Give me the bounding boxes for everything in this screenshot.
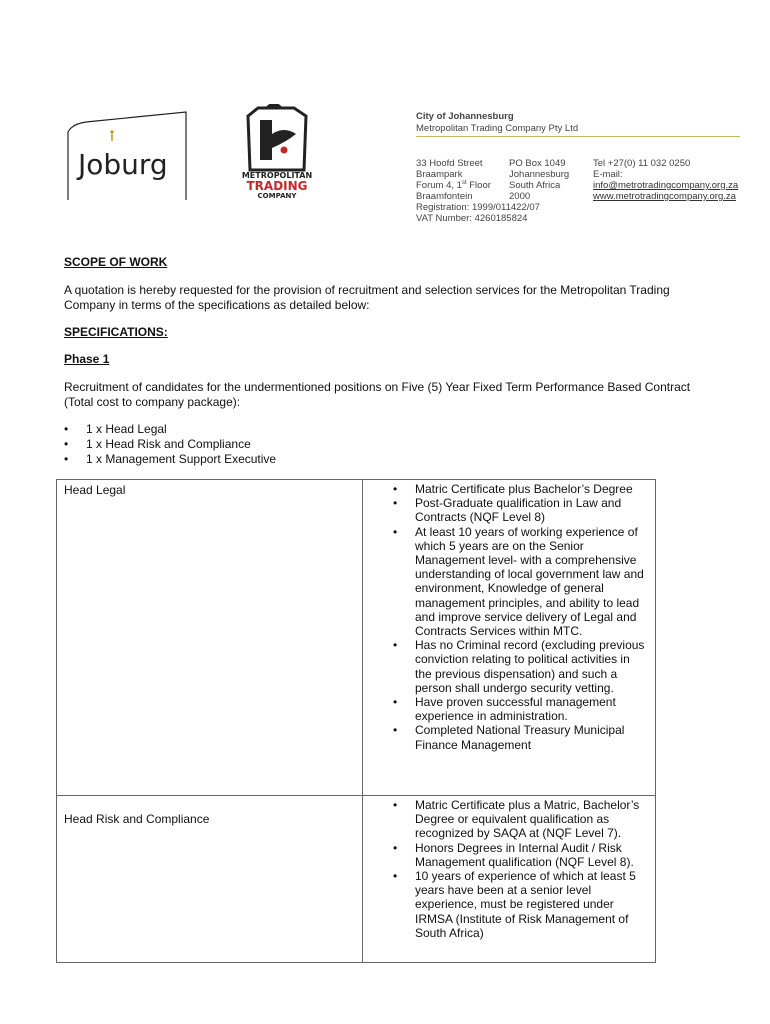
phase-1-intro: Recruitment of candidates for the undermentioned positions on Five (5) Year Fixed Term Performance Based Contract (Total cost to company package):: [64, 380, 691, 409]
email-link[interactable]: info@metrotradingcompany.org.za: [593, 180, 739, 191]
list-item: • Post-Graduate qualification in Law and Contracts (NQF Level 8): [393, 496, 649, 524]
list-item: • 1 x Head Risk and Compliance: [64, 437, 276, 452]
positions-list: [64, 422, 276, 467]
role-cell: Head Legal: [57, 480, 363, 796]
postal-city: Johannesburg: [509, 169, 570, 180]
list-item: • Completed National Treasury Municipal Finance Management: [393, 723, 649, 751]
scope-of-work-heading: SCOPE OF WORK: [64, 255, 168, 269]
letterhead-street-address: [416, 158, 491, 202]
list-item: • 1 x Management Support Executive: [64, 452, 276, 467]
list-item: • Has no Criminal record (excluding previous conviction relating to political activities in the previous dispensation) and such a person shall undergo security vetting.: [393, 638, 649, 695]
address-floor: Forum 4, 1st Floor: [416, 179, 491, 191]
letterhead-postal-address: [509, 158, 569, 202]
website-link[interactable]: www.metrotradingcompany.org.za: [593, 191, 736, 202]
table-row: [57, 796, 656, 963]
postal-code: 2000: [509, 191, 531, 202]
letterhead-contact: [593, 158, 738, 202]
mtc-line1: METROPOLITAN: [241, 171, 313, 180]
contact-email-label: E-mail:: [593, 169, 623, 180]
vat-number: VAT Number: 4260185824: [416, 213, 528, 224]
requirements-list: [371, 798, 649, 940]
list-item: • Matric Certificate plus Bachelor’s Degree: [393, 482, 649, 496]
letterhead-registration-block: [416, 202, 540, 224]
list-item: • 1 x Head Legal: [64, 422, 276, 437]
address-area: Braamfontein: [416, 191, 473, 202]
mtc-line3: COMPANY: [257, 192, 297, 198]
registration-number: Registration: 1999/011422/07: [416, 202, 540, 213]
requirements-cell: [363, 796, 656, 963]
role-cell: Head Risk and Compliance: [57, 796, 363, 963]
postal-country: South Africa: [509, 180, 561, 191]
metropolitan-trading-logo: [240, 104, 314, 198]
letterhead-divider: [416, 136, 740, 137]
list-item: • Honors Degrees in Internal Audit / Risk Management qualification (NQF Level 8).: [393, 841, 649, 869]
specifications-heading: SPECIFICATIONS:: [64, 325, 168, 339]
address-street: 33 Hoofd Street: [416, 158, 483, 169]
joburg-logo: [62, 110, 190, 202]
letterhead-city: City of Johannesburg: [416, 111, 514, 122]
list-item: • 10 years of experience of which at least 5 years have been at a senior level experience, must be registered under IRMSA (Institute of Risk Management of South Africa): [393, 869, 649, 940]
requirements-list: [371, 482, 649, 752]
table-row: [57, 480, 656, 796]
intro-paragraph: A quotation is hereby requested for the provision of recruitment and selection services for the Metropolitan Trading Company in terms of the specifications as detailed below:: [64, 283, 670, 312]
address-suburb: Braampark: [416, 169, 463, 180]
phase-1-heading: Phase 1: [64, 352, 110, 366]
joburg-wordmark: Joburg: [78, 148, 168, 181]
list-item: • Have proven successful management experience in administration.: [393, 695, 649, 723]
letterhead-company: Metropolitan Trading Company Pty Ltd: [416, 123, 579, 134]
contact-tel: Tel +27(0) 11 032 0250: [593, 158, 691, 169]
requirements-table: [56, 479, 656, 963]
postal-box: PO Box 1049: [509, 158, 566, 169]
list-item: • Matric Certificate plus a Matric, Bachelor’s Degree or equivalent qualification as recognized by SAQA at (NQF Level 7).: [393, 798, 649, 841]
list-item: • At least 10 years of working experience of which 5 years are on the Senior Management level- with a comprehensive understanding of local government law and environment, Knowledge of general management principles, and ability to lead and improve service delivery of Legal and Contracts Services within MTC.: [393, 525, 649, 639]
requirements-cell: [363, 480, 656, 796]
mtc-line2: TRADING: [246, 179, 308, 193]
